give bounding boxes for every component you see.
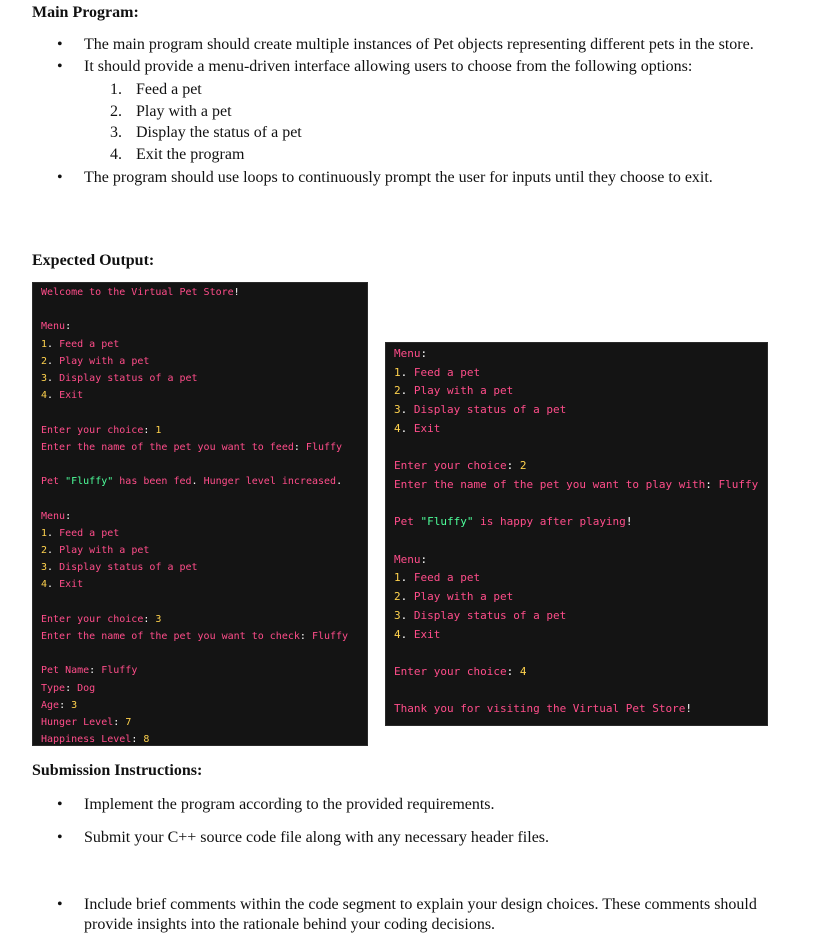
terminal-line: Menu: bbox=[41, 510, 72, 522]
bullet-text: Implement the program according to the provided requirements. bbox=[84, 796, 495, 813]
bullet-text: Submit your C++ source code file along with any necessary header files. bbox=[84, 829, 550, 846]
list-item bbox=[0, 795, 821, 815]
terminal-line: 1. Feed a pet bbox=[394, 571, 481, 585]
right-terminal bbox=[385, 342, 768, 726]
terminal-line: 4. Exit bbox=[394, 627, 441, 641]
terminal-line: Menu: bbox=[394, 552, 428, 566]
submission-heading: Submission Instructions: bbox=[32, 762, 203, 779]
terminal-line: 1. Feed a pet bbox=[41, 527, 120, 539]
terminal-line: 3. Display status of a pet bbox=[41, 373, 198, 384]
terminal-line: Enter your choice: 1 bbox=[41, 424, 162, 436]
terminal-line: 4. Exit bbox=[394, 421, 441, 435]
bullet-text: The main program should create multiple instances of Pet objects representing different pets in the store. bbox=[84, 36, 754, 53]
options-list bbox=[110, 79, 761, 165]
bullet-text: It should provide a menu-driven interface allowing users to choose from the following options: bbox=[84, 58, 693, 75]
main-program-heading: Main Program: bbox=[32, 4, 139, 21]
terminal-line: Enter the name of the pet you want to check: Fluffy bbox=[41, 631, 349, 642]
terminal-line: 3. Display status of a pet bbox=[394, 403, 567, 417]
terminal-line: 2. Play with a pet bbox=[41, 545, 150, 556]
terminal-line: Enter your choice: 4 bbox=[394, 664, 527, 678]
list-item bbox=[0, 828, 821, 848]
terminal-line: 4. Exit bbox=[41, 579, 84, 591]
terminal-line: Thank you for visiting the Virtual Pet Store! bbox=[394, 702, 693, 716]
terminal-line: Enter your choice: 3 bbox=[41, 613, 162, 625]
terminal-line: 1. Feed a pet bbox=[41, 338, 120, 350]
list-item bbox=[0, 35, 821, 55]
terminal-line: Menu: bbox=[41, 321, 72, 333]
bullet-text: The program should use loops to continuously prompt the user for inputs until they choose to exit. bbox=[84, 169, 713, 186]
terminal-line: Menu: bbox=[394, 347, 428, 360]
expected-output-heading: Expected Output: bbox=[32, 252, 155, 269]
terminal-line: Type: Dog bbox=[41, 682, 96, 694]
left-terminal bbox=[32, 282, 368, 746]
terminal-line: Pet Name: Fluffy bbox=[41, 665, 138, 677]
terminal-line: 3. Display status of a pet bbox=[41, 562, 198, 574]
terminal-line: 2. Play with a pet bbox=[394, 590, 514, 604]
option-item: 4. Exit the program bbox=[110, 145, 245, 163]
option-item: 2. Play with a pet bbox=[110, 102, 232, 120]
list-item bbox=[0, 895, 821, 935]
terminal-line: 2. Play with a pet bbox=[394, 384, 514, 398]
requirements-list bbox=[0, 35, 821, 188]
terminal-line: 3. Display status of a pet bbox=[394, 608, 567, 622]
list-item bbox=[0, 168, 821, 188]
option-item: 1. Feed a pet bbox=[110, 81, 202, 98]
list-item bbox=[0, 57, 821, 165]
terminal-line: 1. Feed a pet bbox=[394, 365, 481, 379]
terminal-line: 4. Exit bbox=[41, 390, 84, 402]
terminal-line: Age: 3 bbox=[41, 699, 78, 711]
terminal-line: 2. Play with a pet bbox=[41, 355, 150, 367]
submission-list bbox=[0, 795, 821, 935]
terminal-line: Pet "Fluffy" is happy after playing! bbox=[394, 515, 633, 529]
terminal-line: Hunger Level: 7 bbox=[41, 717, 132, 728]
option-item: 3. Display the status of a pet bbox=[110, 124, 302, 141]
terminal-line: Happiness Level: 8 bbox=[41, 734, 150, 746]
bullet-text: Include brief comments within the code segment to explain your design choices. These comments should provide insights into the rationale behind your coding decisions. bbox=[84, 896, 757, 933]
terminal-line: Enter your choice: 2 bbox=[394, 459, 527, 473]
terminal-line: Enter the name of the pet you want to feed: Fluffy bbox=[41, 441, 343, 453]
terminal-line: Enter the name of the pet you want to play with: Fluffy bbox=[394, 477, 759, 491]
terminal-line: Pet "Fluffy" has been fed. Hunger level increased. bbox=[41, 476, 343, 488]
terminal-line: Welcome to the Virtual Pet Store! bbox=[41, 287, 240, 298]
